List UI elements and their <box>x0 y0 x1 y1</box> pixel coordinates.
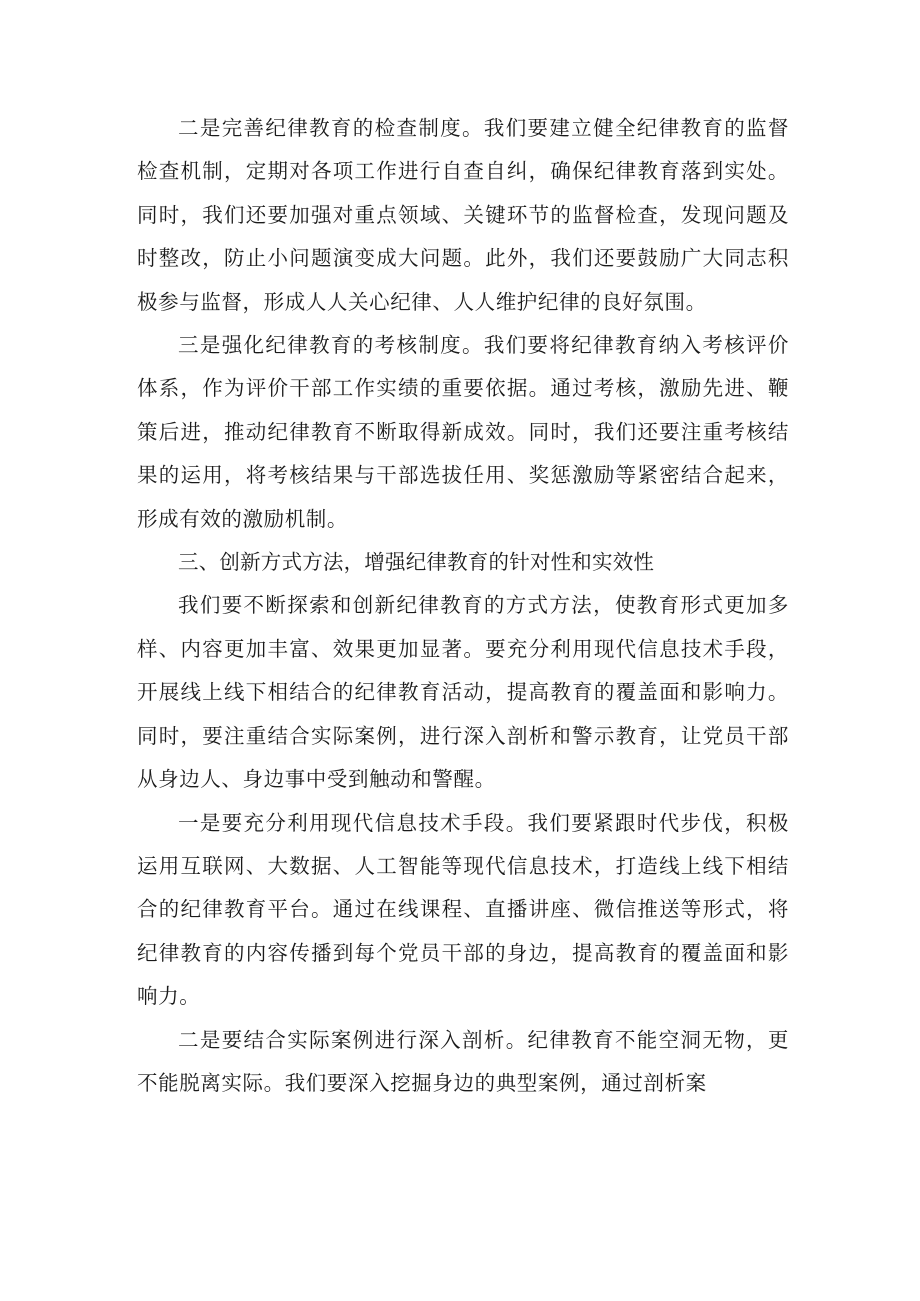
paragraph-case-analysis: 二是要结合实际案例进行深入剖析。纪律教育不能空洞无物，更不能脱离实际。我们要深入挖掘身边的典型案例，通过剖析案 <box>137 1027 789 1095</box>
section-heading-3: 三、创新方式方法，增强纪律教育的针对性和实效性 <box>178 550 655 575</box>
paragraph-information-technology: 一是要充分利用现代信息技术手段。我们要紧跟时代步伐，积极运用互联网、大数据、人工智能等现代信息技术，打造线上线下相结合的纪律教育平台。通过在线课程、直播讲座、微信推送等形式，将纪律教育的内容传播到每个党员干部的身边，提高教育的覆盖面和影响力。 <box>137 810 789 1009</box>
paragraph-inspection-system: 二是完善纪律教育的检查制度。我们要建立健全纪律教育的监督检查机制，定期对各项工作进行自查自纠，确保纪律教育落到实处。同时，我们还要加强对重点领域、关键环节的监督检查，发现问题及时整改，防止小问题演变成大问题。此外，我们还要鼓励广大同志积极参与监督，形成人人关心纪律、人人维护纪律的良好氛围。 <box>137 116 789 314</box>
paragraph-section-intro: 我们要不断探索和创新纪律教育的方式方法，使教育形式更加多样、内容更加丰富、效果更加显著。要充分利用现代信息技术手段，开展线上线下相结合的纪律教育活动，提高教育的覆盖面和影响力。同时，要注重结合实际案例，进行深入剖析和警示教育，让党员干部从身边人、身边事中受到触动和警醒。 <box>137 593 789 792</box>
paragraph-assessment-system: 三是强化纪律教育的考核制度。我们要将纪律教育纳入考核评价体系，作为评价干部工作实绩的重要依据。通过考核，激励先进、鞭策后进，推动纪律教育不断取得新成效。同时，我们还要注重考核结果的运用，将考核结果与干部选拔任用、奖惩激励等紧密结合起来，形成有效的激励机制。 <box>137 333 789 531</box>
document-page <box>137 107 789 1105</box>
